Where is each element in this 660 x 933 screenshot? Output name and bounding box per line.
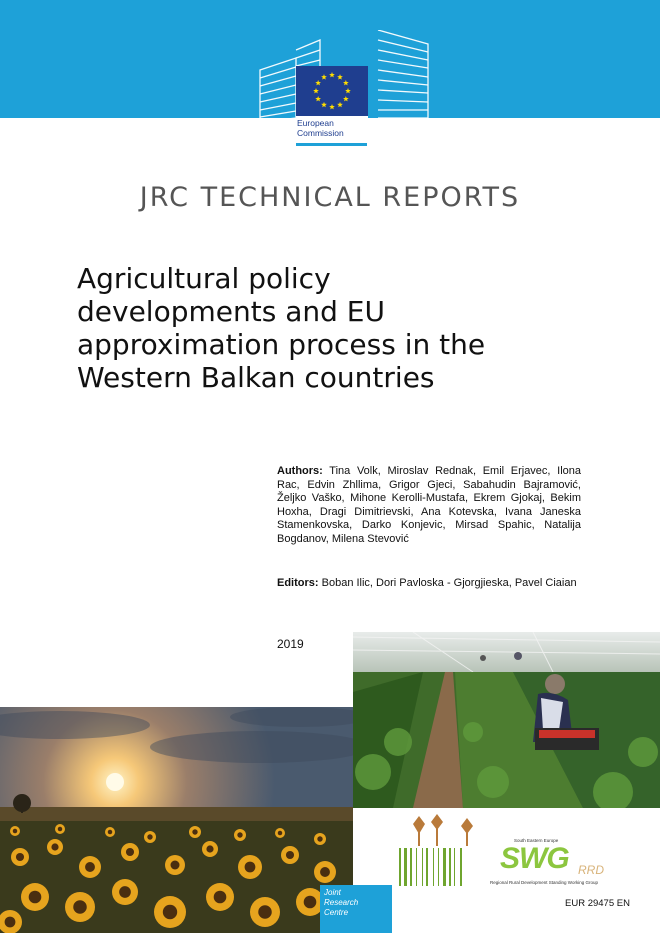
organisation-line1: European <box>297 118 334 128</box>
sunflower-center-icon <box>286 851 294 859</box>
swg-rrd-text: RRD <box>578 863 604 877</box>
swg-region-label: South Eastern Europe <box>514 838 559 843</box>
report-number: EUR 29475 EN <box>565 898 630 909</box>
title-line: Western Balkan countries <box>77 361 435 394</box>
sunflower-center-icon <box>13 829 18 834</box>
jrc-line3: Centre <box>324 908 349 917</box>
sunflower-field-photo <box>0 707 353 933</box>
barcode-bar <box>449 848 451 886</box>
sunflower-center-icon <box>108 830 113 835</box>
sunflower-center-icon <box>29 891 42 904</box>
editors-names: Boban Ilic, Dori Pavloska - Gjorgjieska, Pavel Ciaian <box>321 577 577 589</box>
editors-label: Editors: <box>277 577 319 589</box>
sunflower-center-icon <box>317 836 322 841</box>
sunflower-center-icon <box>278 831 283 836</box>
barcode-bar <box>433 848 434 886</box>
sunflower-center-icon <box>147 834 152 839</box>
barcode-bar <box>443 848 446 886</box>
sunflower-center-icon <box>214 891 227 904</box>
barcode-bar <box>416 848 417 886</box>
swg-logo-text: SWG <box>500 842 569 875</box>
sunflower-center-icon <box>119 886 131 898</box>
editors-block <box>277 576 581 590</box>
authors-label: Authors: <box>277 465 323 477</box>
sunflower-center-icon <box>5 917 16 928</box>
jrc-logo-block <box>320 885 392 933</box>
barcode-bar <box>426 848 428 886</box>
jrc-logo-text <box>324 888 358 918</box>
barcode-bar <box>460 848 462 886</box>
barcode-bar <box>454 848 455 886</box>
jrc-line1: Joint <box>324 888 341 897</box>
sunflower-center-icon <box>245 862 256 873</box>
barcode-bar <box>422 848 423 886</box>
authors-names: Tina Volk, Miroslav Rednak, Emil Erjavec, Ilona Rac, Edvin Zhllima, Grigor Gjeci, Sabahudin Bajramović, Željko Vaško, Mihone Kerolli-Mustafa, Ekrem Gjokaj, Bekim Hoxha, Dragi Dimitrievski, Ana Kotevska, Ivana Janeska Stamenkovska, Darko Konjevic, Mirsad Spahic, Natalija Bogdanov, Milena Stevović <box>277 465 581 545</box>
greenhouse-photo <box>353 632 660 808</box>
organisation-underline <box>296 143 367 146</box>
authors-block <box>277 465 581 546</box>
barcode-bar <box>404 848 407 886</box>
publication-year: 2019 <box>277 637 304 651</box>
sunflower-center-icon <box>320 867 330 877</box>
sunflower-center-icon <box>237 832 242 837</box>
title-line: approximation process in the <box>77 328 486 361</box>
series-title: JRC TECHNICAL REPORTS <box>139 182 521 213</box>
sunflower-center-icon <box>206 845 213 852</box>
sunflower-center-icon <box>126 848 134 856</box>
sunflower-center-icon <box>258 905 272 919</box>
sunflower-center-icon <box>163 905 177 919</box>
barcode-bar <box>438 848 439 886</box>
sunflower-center-icon <box>51 843 58 850</box>
barcode-bar <box>399 848 401 886</box>
report-title <box>77 262 597 394</box>
barcode-bar <box>410 848 412 886</box>
barcode-logo <box>397 812 489 890</box>
title-line: developments and EU <box>77 295 385 328</box>
sunflower-center-icon <box>171 861 180 870</box>
sunflower-center-icon <box>85 862 95 872</box>
swg-caption: Regional Rural Development Standing Working Group <box>490 880 598 885</box>
organisation-line2: Commission <box>297 128 344 138</box>
sunflower-center-icon <box>73 900 87 914</box>
jrc-line2: Research <box>324 898 359 907</box>
sunflower-center-icon <box>192 829 197 834</box>
sunflower-center-icon <box>16 853 24 861</box>
sunflower-center-icon <box>58 827 63 832</box>
organisation-name <box>297 118 344 138</box>
european-commission-logo <box>258 30 430 150</box>
title-line: Agricultural policy <box>77 262 331 295</box>
sunflower-center-icon <box>304 896 317 909</box>
